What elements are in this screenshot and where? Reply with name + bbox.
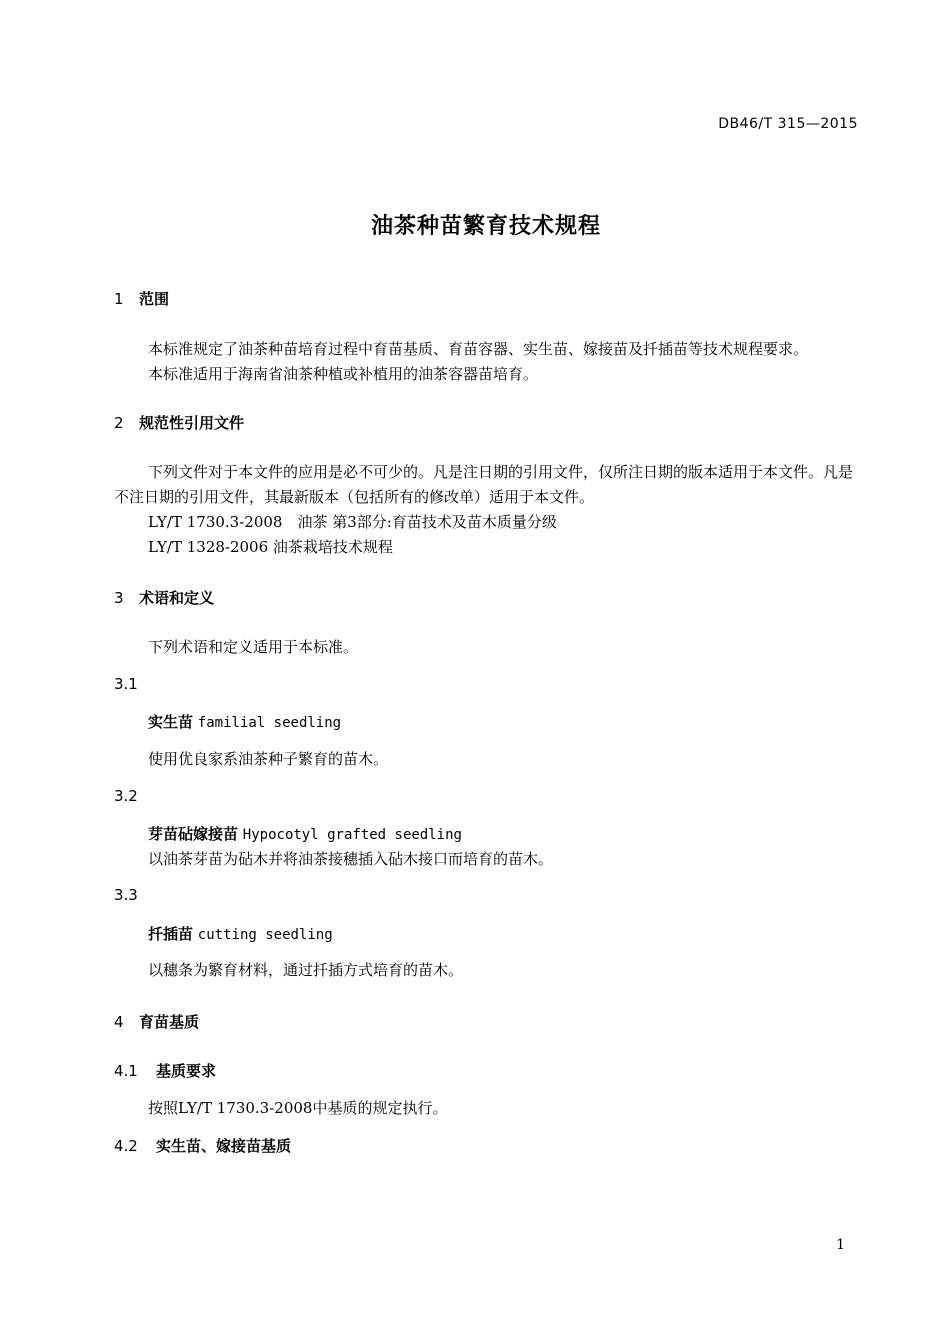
term-definition: 以穗条为繁育材料，通过扦插方式培育的苗木。	[148, 961, 464, 979]
section-title: 基质要求	[156, 1062, 217, 1080]
reference-item: LY/T 1328-2006 油茶栽培技术规程	[148, 538, 393, 556]
term-zh: 扦插苗	[148, 925, 194, 943]
term-heading	[148, 923, 333, 944]
section-number: 3	[114, 589, 124, 607]
standard-code: DB46/T 315—2015	[718, 116, 858, 132]
section-title: 育苗基质	[139, 1013, 200, 1031]
paragraph: 本标准适用于海南省油茶种植或补植用的油茶容器苗培育。	[148, 365, 539, 383]
subsection-4-2-heading	[114, 1135, 291, 1156]
document-title: 油茶种苗繁育技术规程	[370, 214, 601, 239]
term-heading	[148, 711, 341, 732]
subsection-4-1-heading	[114, 1060, 216, 1081]
section-2-heading	[114, 412, 244, 433]
term-heading	[148, 823, 462, 844]
section-number: 2	[114, 414, 124, 432]
section-number: 4.1	[114, 1062, 138, 1080]
section-title: 术语和定义	[139, 589, 215, 607]
section-title: 范围	[139, 290, 170, 308]
paragraph: 按照LY/T 1730.3-2008中基质的规定执行。	[148, 1099, 448, 1117]
section-title: 规范性引用文件	[139, 414, 245, 432]
paragraph: 下列术语和定义适用于本标准。	[148, 638, 359, 656]
term-number: 3.2	[114, 787, 138, 805]
term-definition: 使用优良家系油茶种子繁育的苗木。	[148, 750, 389, 768]
reference-item: LY/T 1730.3-2008 油茶 第3部分:育苗技术及苗木质量分级	[148, 513, 557, 531]
term-en: cutting seedling	[197, 927, 333, 943]
page-number: 1	[836, 1237, 845, 1253]
term-number: 3.3	[114, 886, 138, 904]
term-number: 3.1	[114, 675, 138, 693]
paragraph: 本标准规定了油茶种苗培育过程中育苗基质、育苗容器、实生苗、嫁接苗及扦插苗等技术规程要求。	[148, 340, 809, 358]
section-number: 4	[114, 1013, 124, 1031]
term-zh: 实生苗	[148, 713, 194, 731]
term-en: Hypocotyl grafted seedling	[242, 827, 462, 843]
section-number: 1	[114, 290, 124, 308]
section-4-heading	[114, 1011, 199, 1032]
term-definition: 以油茶芽苗为砧木并将油茶接穗插入砧木接口而培育的苗木。	[148, 850, 554, 868]
paragraph: 下列文件对于本文件的应用是必不可少的。凡是注日期的引用文件，仅所注日期的版本适用于本文件。凡是不注日期的引用文件，其最新版本（包括所有的修改单）适用于本文件。	[114, 463, 854, 506]
section-1-heading	[114, 288, 169, 309]
section-3-heading	[114, 587, 214, 608]
section-title: 实生苗、嫁接苗基质	[156, 1137, 292, 1155]
term-en: familial seedling	[197, 715, 342, 731]
section-number: 4.2	[114, 1137, 138, 1155]
term-zh: 芽苗砧嫁接苗	[148, 825, 239, 843]
